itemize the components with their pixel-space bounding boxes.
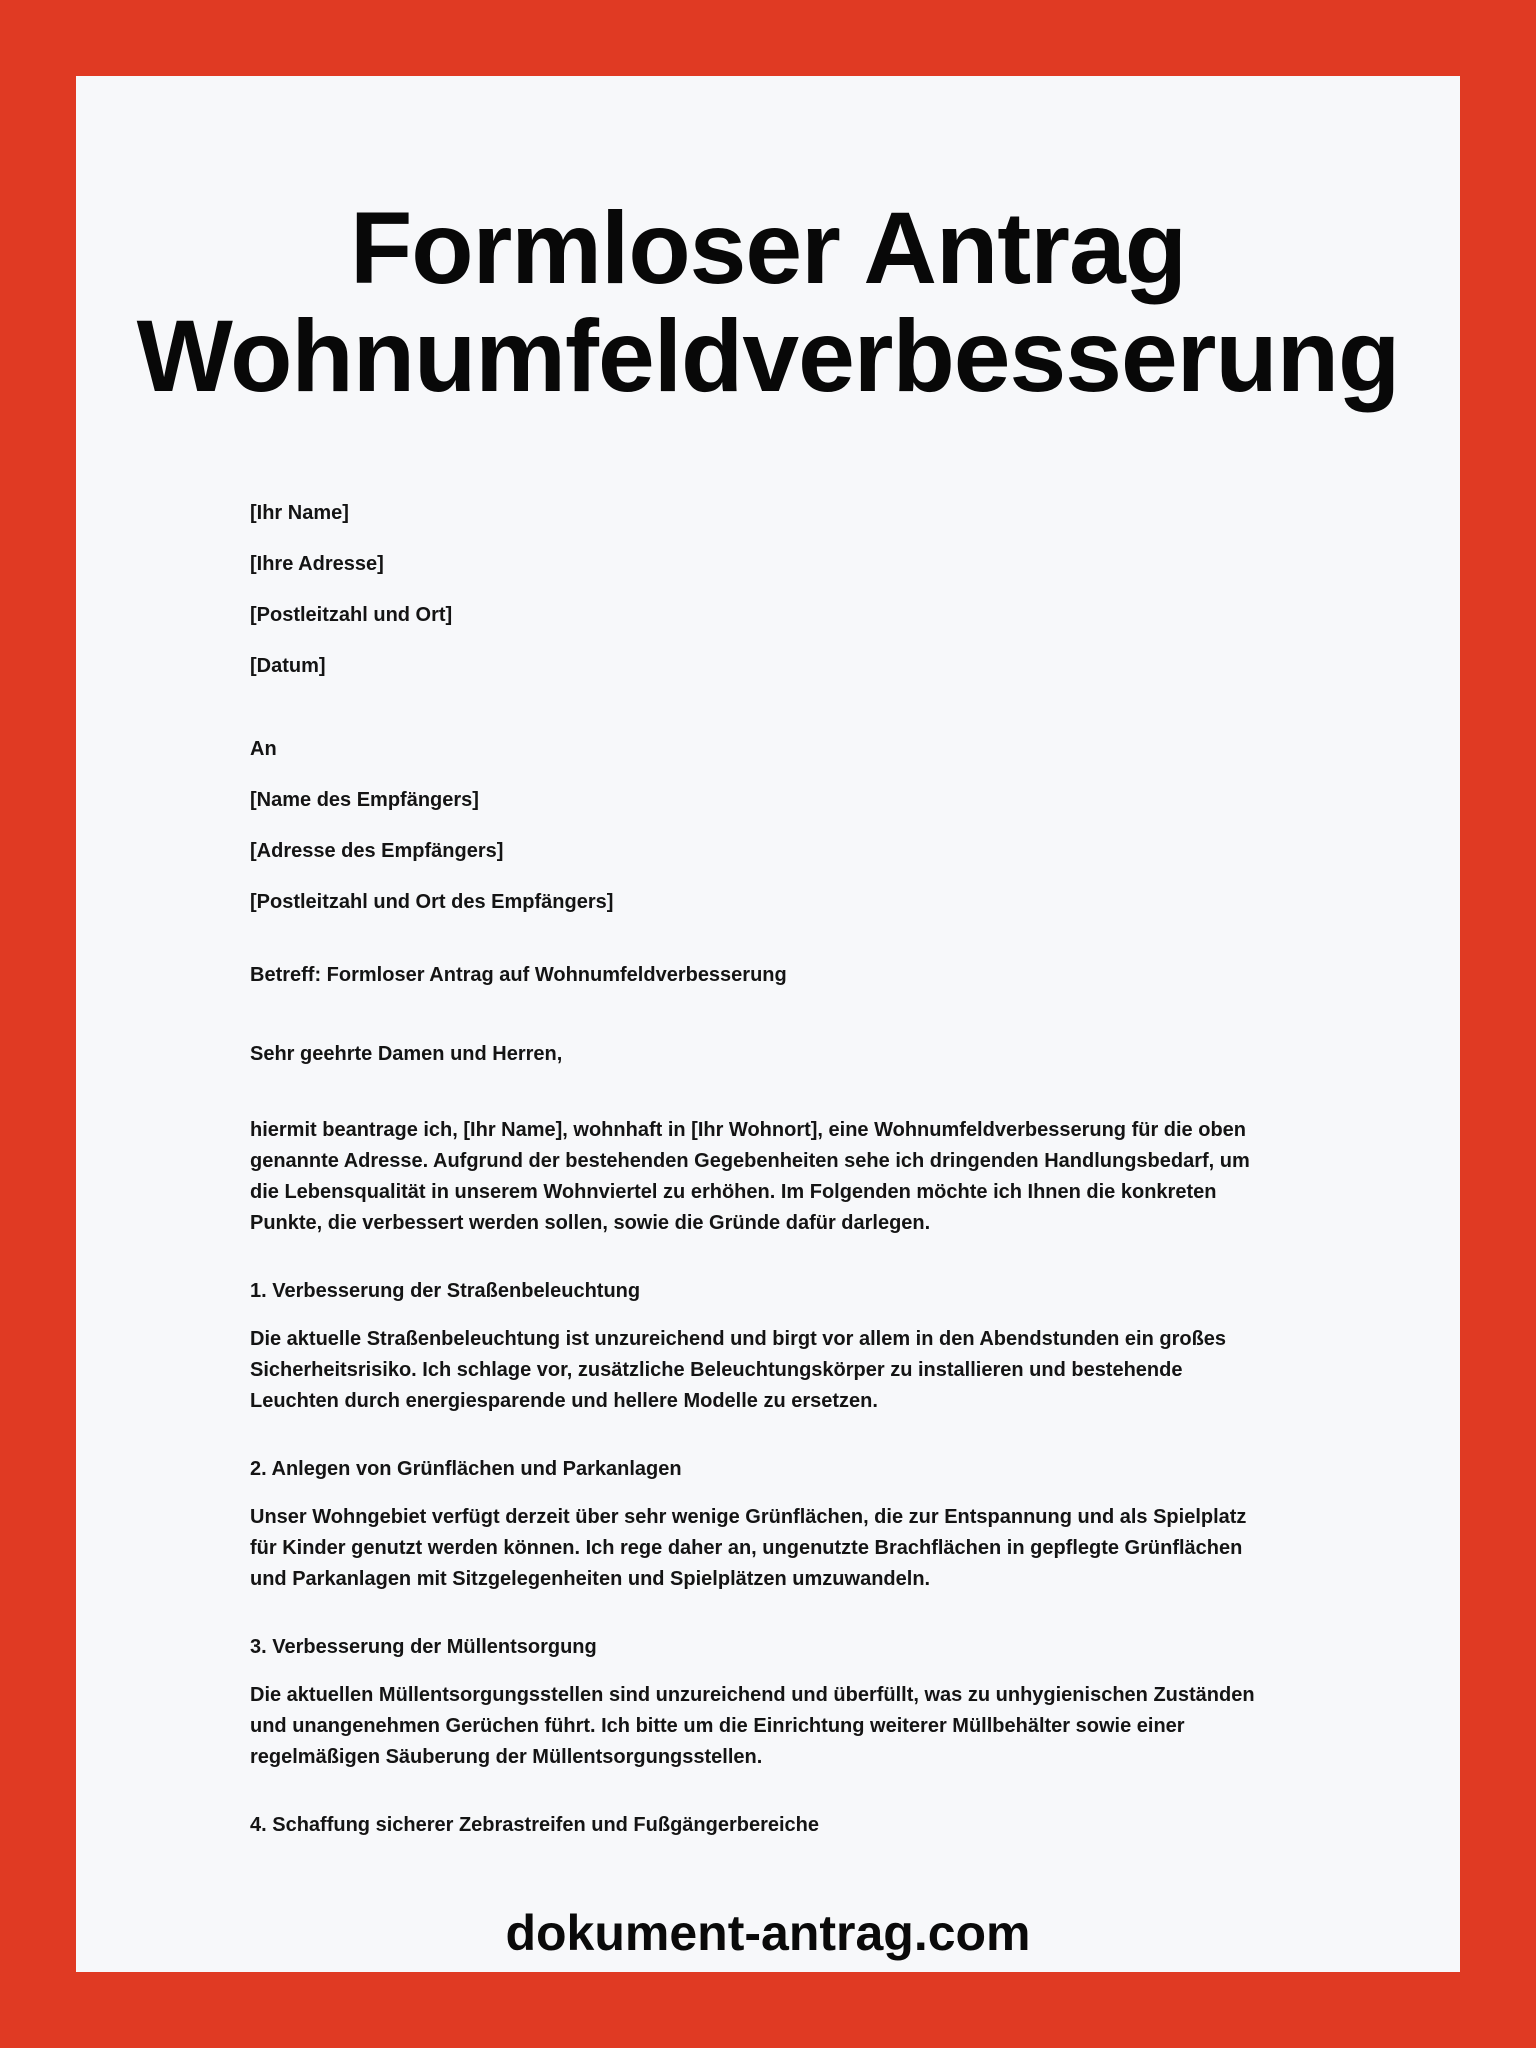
section-1-body: Die aktuelle Straßenbeleuchtung ist unzureichend und birgt vor allem in den Abendstunden ein großes Sicherheitsrisiko. Ich schlage vor, zusätzliche Beleuchtungskörper zu installieren und bestehende Leuchten durch energiesparende und hellere Modelle zu ersetzen. [250,1328,1227,1412]
intro-paragraph: hiermit beantrage ich, [Ihr Name], wohnhaft in [Ihr Wohnort], eine Wohnumfeldverbesserung für die oben genannte Adresse. Aufgrund der bestehenden Gegebenheiten sehe ich dringenden Handlungsbedarf, um die Lebensqualität in unserem Wohnviertel zu erhöhen. Im Folgenden möchte ich Ihnen die konkreten Punkte, die verbessert werden sollen, sowie die Gründe dafür darlegen. [250,1119,1250,1234]
sender-address: [Ihre Adresse] [250,553,384,575]
section-2-body: Unser Wohngebiet verfügt derzeit über sehr wenige Grünflächen, die zur Entspannung und als Spielplatz für Kinder genutzt werden können. Ich rege daher an, ungenutzte Brachflächen in gepflegte Grünflächen und Parkanlagen mit Sitzgelegenheiten und Spielplätzen umzuwandeln. [250,1506,1247,1590]
page-title [76,76,1460,413]
subject-line: Betreff: Formloser Antrag auf Wohnumfeldverbesserung [250,964,787,986]
sender-name: [Ihr Name] [250,502,349,524]
section-2-heading: 2. Anlegen von Grünflächen und Parkanlagen [250,1458,682,1480]
recipient-intro: An [250,738,277,760]
letter-date: [Datum] [250,655,326,677]
letter-body [250,498,1270,1841]
page-title-line2: Wohnumfeldverbesserung [136,299,1400,413]
section-3-heading: 3. Verbesserung der Müllentsorgung [250,1636,597,1658]
section-1-heading: 1. Verbesserung der Straßenbeleuchtung [250,1280,641,1302]
section-3-body: Die aktuellen Müllentsorgungsstellen sind unzureichend und überfüllt, was zu unhygienischen Zuständen und unangenehmen Gerüchen führt. Ich bitte um die Einrichtung weiterer Müllbehälter sowie einer regelmäßigen Säuberung der Müllentsorgungsstellen. [250,1684,1255,1768]
recipient-name: [Name des Empfängers] [250,789,479,811]
site-name-footer: dokument-antrag.com [505,1905,1031,1961]
recipient-address: [Adresse des Empfängers] [250,840,504,862]
salutation: Sehr geehrte Damen und Herren, [250,1043,563,1065]
letter-page [76,76,1460,1972]
page-title-line1: Formloser Antrag [349,191,1186,305]
sender-zip-city: [Postleitzahl und Ort] [250,604,453,626]
section-4-heading: 4. Schaffung sicherer Zebrastreifen und Fußgängerbereiche [250,1814,820,1836]
recipient-zip-city: [Postleitzahl und Ort des Empfängers] [250,891,614,913]
